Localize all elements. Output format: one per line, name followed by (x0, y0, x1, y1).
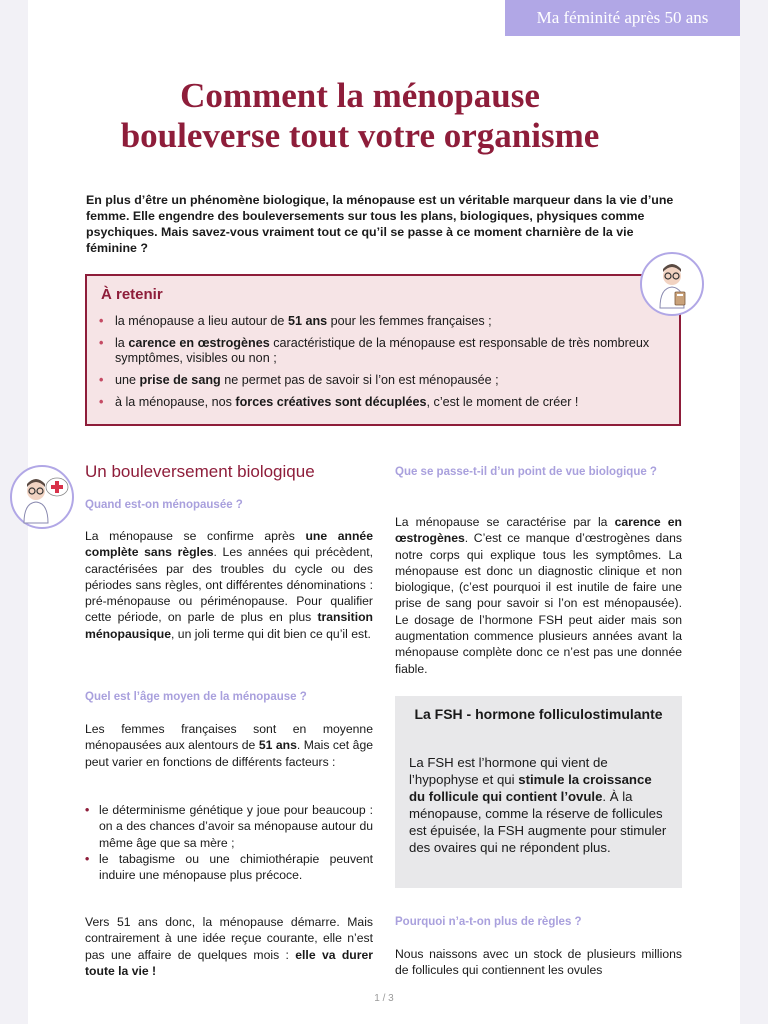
category-tag: Ma féminité après 50 ans (505, 0, 740, 36)
body-paragraph: Vers 51 ans donc, la ménopause démarre. Mais contrairement à une idée reçue courante, elle n’est pas une affaire de quelques mois : elle va durer toute la vie ! (85, 915, 374, 978)
doctor-with-medical-cross-icon (10, 465, 74, 529)
bullet-icon: • (99, 314, 104, 328)
fsh-box-text: La FSH est l’hormone qui vient de l’hypophyse et qui stimule la croissance du follicule qui contient l’ovule. À la ménopause, comme la réserve de follicules est épuisée, la FSH augmente pour stimuler des ovaires qui ne répondent plus. (409, 755, 667, 855)
question-heading: Que se passe-t-il d’un point de vue biologique ? (395, 466, 657, 478)
intro-paragraph: En plus d’être un phénomène biologique, la ménopause est un véritable marqueur dans la vie d’une femme. Elle engendre des bouleversements sur tous les plans, biologiques, physiques comme psychiques. Mais savez-vous vraiment tout ce qu’il se passe à ce moment charnière de la vie féminine ? (86, 193, 674, 255)
fsh-box-title: La FSH - hormone folliculostimulante (414, 706, 663, 722)
bullet-icon: • (85, 803, 90, 817)
question-heading: Pourquoi n’a-t-on plus de règles ? (395, 916, 582, 928)
key-points-title: À retenir (101, 286, 163, 303)
key-point-item: • à la ménopause, nos forces créatives sont décuplées, c’est le moment de créer ! (99, 395, 579, 409)
section-title: Un bouleversement biologique (85, 462, 315, 481)
fsh-info-box (395, 696, 682, 888)
page-number: 1 / 3 (374, 993, 394, 1004)
page-title (60, 76, 660, 156)
key-point-item: • la ménopause a lieu autour de 51 ans pour les femmes françaises ; (99, 314, 492, 328)
doctor-with-clipboard-icon (640, 252, 704, 316)
body-paragraph: La ménopause se caractérise par la carence en œstrogènes. C’est ce manque d’œstrogènes dans notre corps qui explique tous les symptômes. La ménopause est donc un diagnostic clinique et non biologique, (c’est pourquoi il est inutile de faire une prise de sang pour savoir si l’on est ménopausée). Le dosage de l’hormone FSH peut aider mais son augmentation commence plusieurs années avant la ménopause complète donc ce n’est pas une donnée fiable. (395, 515, 682, 676)
question-heading: Quand est-on ménopausée ? (85, 499, 243, 511)
key-points-list (97, 314, 665, 417)
bullet-icon: • (99, 336, 104, 350)
question-heading: Quel est l’âge moyen de la ménopause ? (85, 691, 307, 703)
list-item: • le déterminisme génétique y joue pour beaucoup : on a des chances d’avoir sa ménopause autour du même âge que sa mère ; (85, 803, 373, 850)
factors-list (85, 802, 373, 883)
key-point-item: • une prise de sang ne permet pas de savoir si l’on est ménopausée ; (99, 373, 499, 387)
key-points-box (85, 274, 681, 426)
key-point-item: • la carence en œstrogènes caractéristique de la ménopause est responsable de très nombreux symptômes, visibles ou non ; (99, 336, 650, 365)
list-item: • le tabagisme ou une chimiothérapie peuvent induire une ménopause plus précoce. (85, 851, 373, 883)
body-paragraph: Les femmes françaises sont en moyenne ménopausées aux alentours de 51 ans. Mais cet âge peut varier en fonctions de différents facteurs : (85, 722, 373, 769)
body-paragraph: Nous naissons avec un stock de plusieurs millions de follicules qui contiennent les ovules (395, 947, 682, 978)
bullet-icon: • (99, 395, 104, 409)
bullet-icon: • (99, 373, 104, 387)
title-line-1: Comment la ménopause (180, 76, 540, 115)
title-line-2: bouleverse tout votre organisme (120, 116, 600, 155)
bullet-icon: • (85, 851, 90, 866)
body-paragraph: La ménopause se confirme après une année complète sans règles. Les années qui précèdent, caractérisées par des troubles du cycle ou des périodes sans règles, ont différentes dénominations : pré-ménopause ou périménopause. Pour qualifier cette période, on parle de plus en plus transition ménopausique, un joli terme qui dit bien ce qu’il est. (85, 529, 374, 641)
